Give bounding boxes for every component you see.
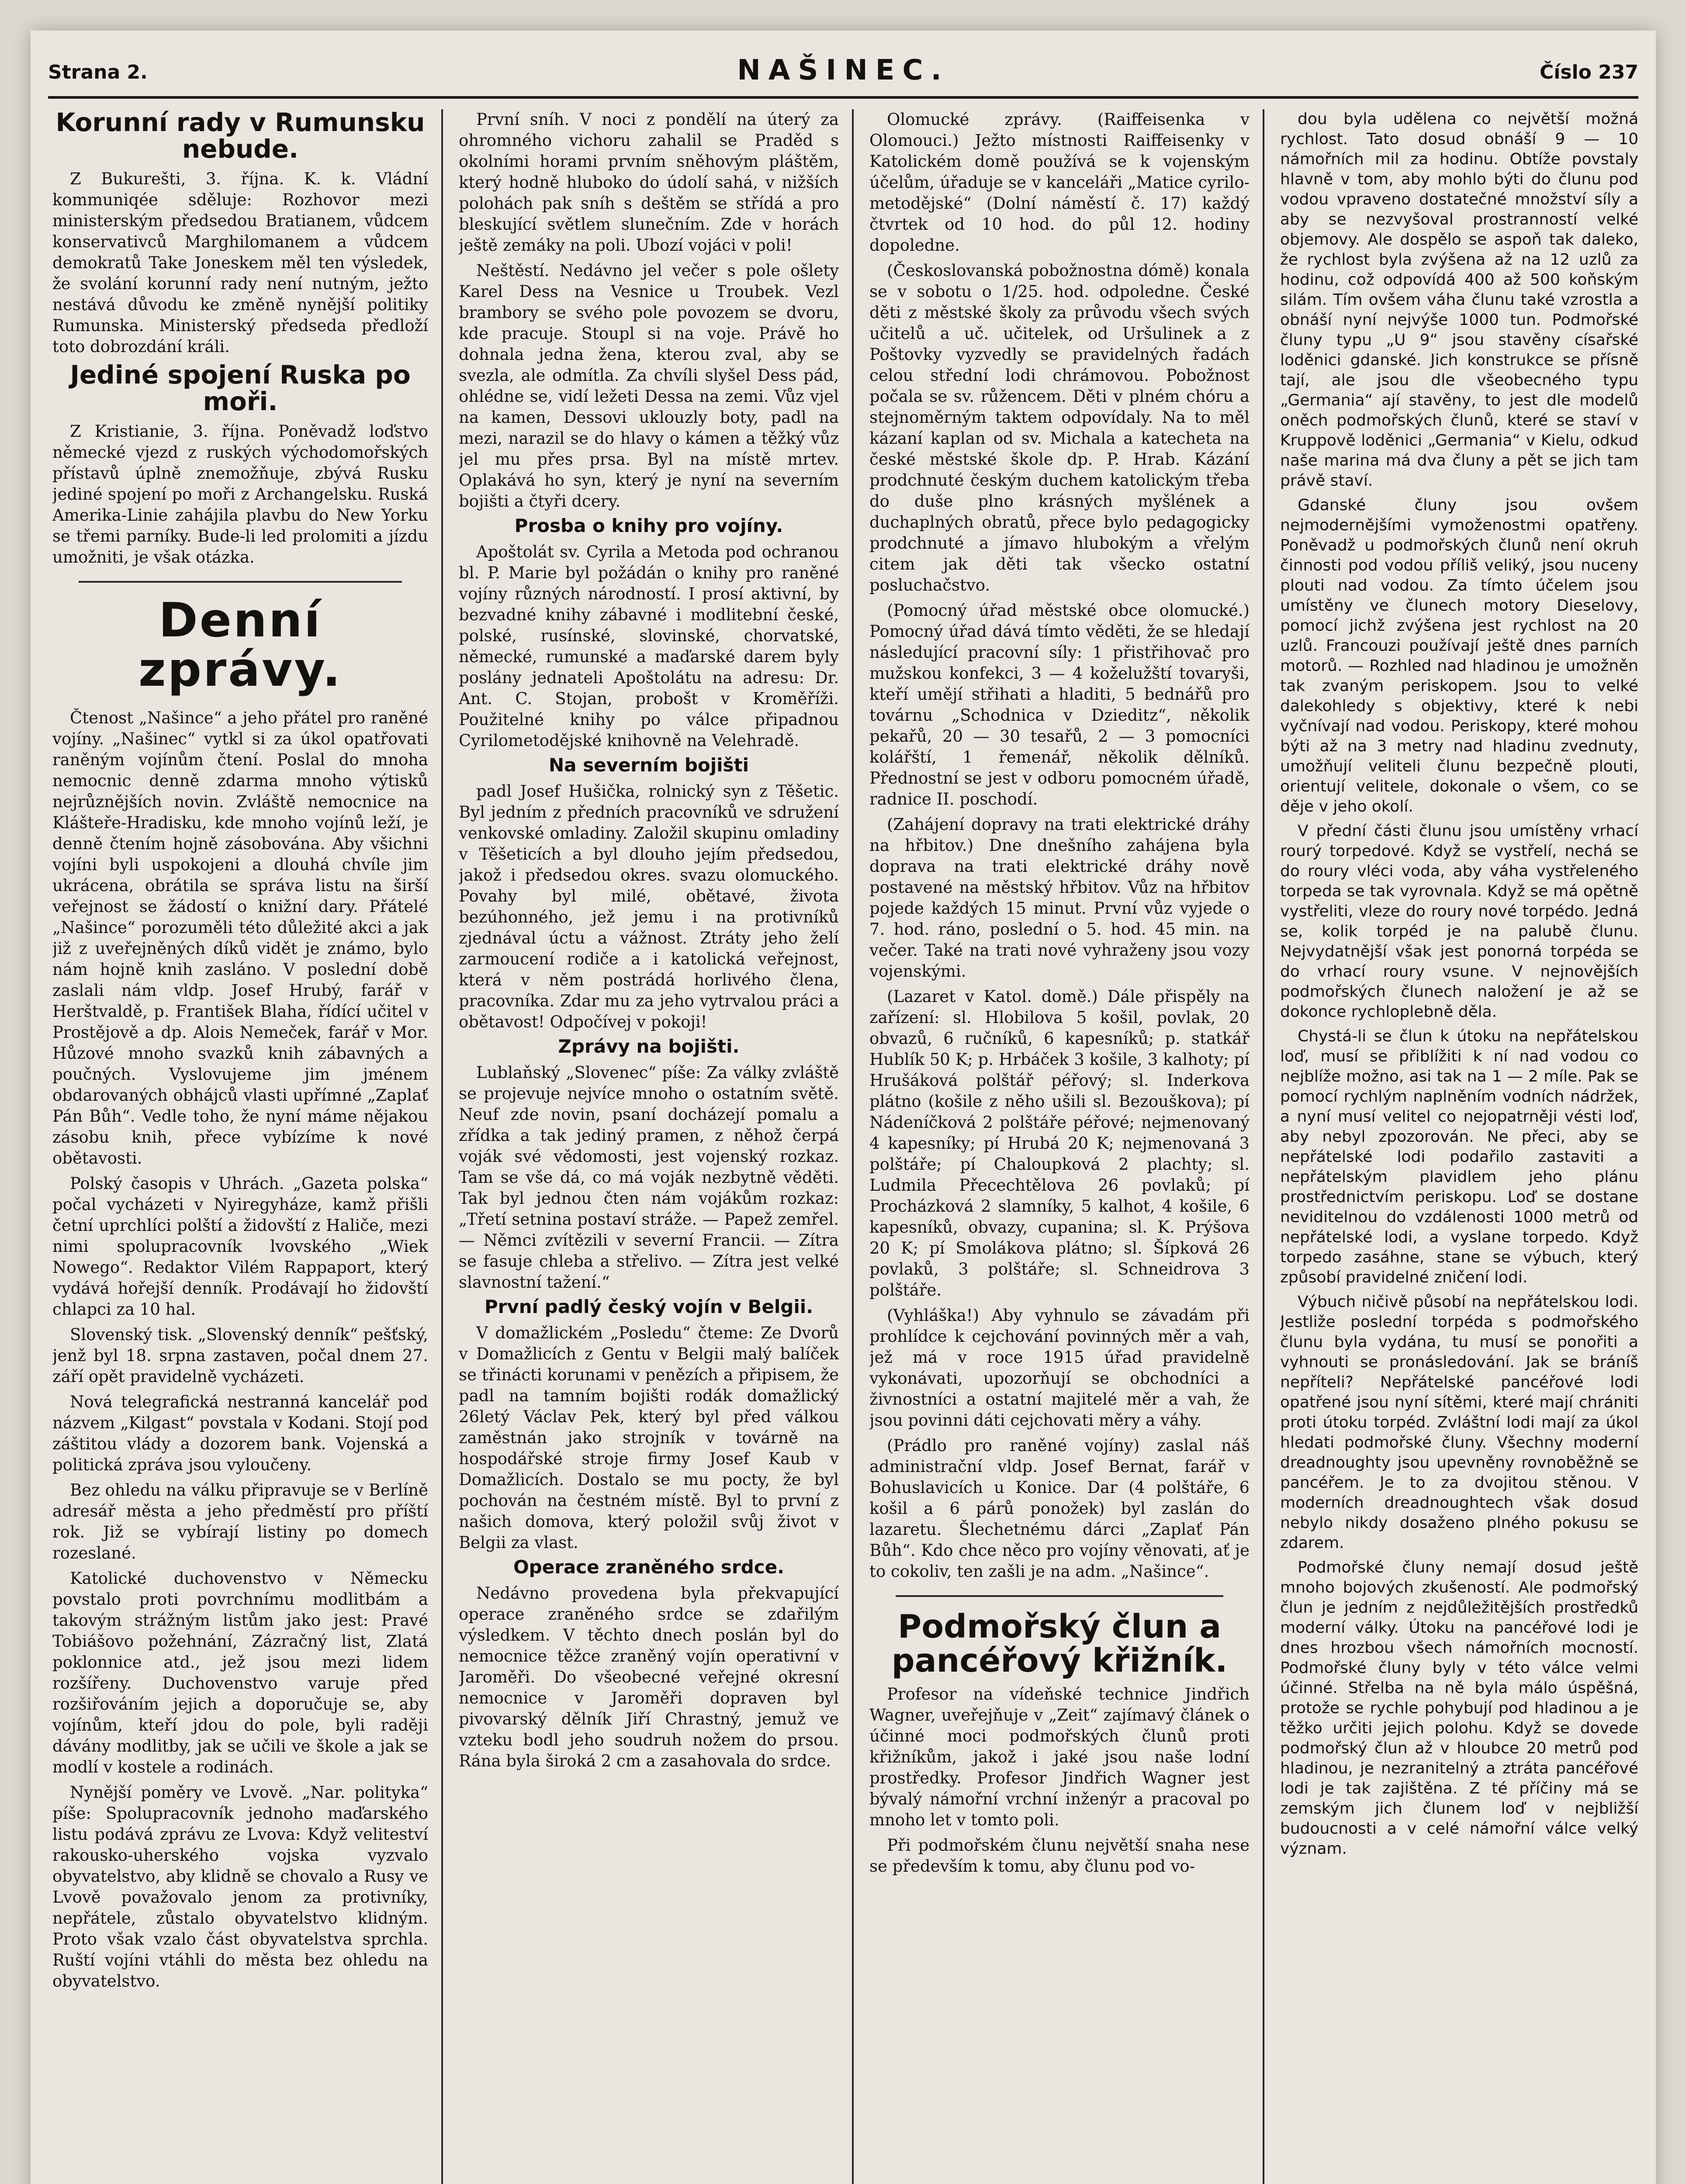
column-rule [1263,109,1264,2184]
article-text: Nynější poměry ve Lvově. „Nar. polityka“ píše: Spolupracovník jednoho maďarského listu podává zprávu ze Lvova: Když veliteství rakousko-uherského vojska vyzvalo obyvatelstvo, aby klidně se chovalo a Rusy ve Lvově považovalo jenom za protivníky, nepřátele, zůstalo obyvatelstvo klidným. Proto však vzalo část obyvatelstva sprchla. Ruští vojíni vtáhli do města bez ohledu na obyvatelstvo. [52,1783,428,1991]
page-header [48,48,1638,99]
column-rule [852,109,854,2184]
article-text: Lublaňský „Slovenec“ píše: Za války zvláště se projevuje nejvíce mnoho o ostatním světě. Neuf zde novin, psaní docházejí pomalu a zřídka a tak jediný pramen, z něhož čerpá voják své vědomosti, jest vojenský rozkaz. Tam se vše dá, co má voják nezbytně věděti. Tak byl jednou čten nám vojákům rozkaz: „Třetí setnina postaví stráže. — Papež zemřel. — Němci zvítězili v severní Francii. — Zítra se fasuje chleba a střelivo. — Zítra jest velké slavnostní tažení.“ [459,1063,839,1292]
article-text: (Zahájení dopravy na trati elektrické dráhy na hřbitov.) Dne dnešního zahájena byla doprava na trati elektrické dráhy nově postavené na městský hřbitov. Vůz na hřbitov pojede každých 15 minut. První vůz vyjede o 7. hod. ráno, poslední o 5. hod. 45 min. na večer. Také na trati nové vyhraženy jsou vozy vojenskými. [869,815,1250,981]
article-text: (Českoslovanská pobožnostna dómě) konala se v sobotu o 1/25. hod. odpoledne. České děti z městské školy za průvodu všech svých učitelů a uč. učitelek, od Uršulinek a z Poštovky vyzvedly se pravidelných řadách celou střední lodi chrámovou. Pobožnost počala se sv. růžencem. Děti v plném chóru a stejnoměrným taktem odpovídaly. Na to měl kázaní kaplan od sv. Michala a katecheta na české městské škole dp. P. Hrab. Kázání prodchnuté českým duchem katolickým třeba do duše plno krásných myšlének a duchaplných obratů, přece bylo pedagogicky prodchnuté a jímavo hlubokým a vřelým citem jak děti tak všecko ostatní posluchačstvo. [869,261,1250,594]
column-1 [52,109,428,2184]
article-text: (Lazaret v Katol. domě.) Dále přispěly na zařízení: sl. Hlobilova 5 košil, povlak, 20 obvazů, 6 ručníků, 6 kapesníků; p. statkář Hublík 50 K; p. Hrbáček 3 košile, 3 kalhoty; pí Hrušáková polštář péřový; sl. Inderkova plátno (košile z něho ušili sl. Bezouškova); pí Nádeníčková 2 polštáře péřové; nejmenovaný 4 kapesníky; pí Hrubá 20 K; nejmenovaná 3 polštáře; pí Chaloupková 2 plachty; sl. Ludmila Přecechtělova 26 povlaků; pí Procházková 2 slamníky, 5 kalhot, 4 košile, 6 kapesníků, obvazy, cupanina; sl. K. Prýšova 20 K; pí Smolákova plátno; sl. Šípková 26 povlaků, 3 polštáře; sl. Schneidrova 3 polštáře. [869,987,1250,1299]
headline-spojeni-ruska: Jediné spojení Ruska po moři. [70,359,411,416]
article-text: Gdanské čluny jsou ovšem nejmodernějšími vymoženostmi opatřeny. Poněvadž u podmořských člunů není okruh činnosti pod vodou příliš veliký, jsou nuceny plouti nad vodou. Za tímto účelem jsou umístěny ve člunech motory Dieselovy, pomocí jichž zvýšena jest rychlost na 20 uzlů. Francouzi používají ještě dnes parních motorů. — Rozhled nad hladinou je umožněn tak zvaným periskopem. Jsou to velké dalekohledy s objektivy, které k nebi vyčnívají nad vodou. Periskopy, které mohou býti až na 3 metry nad hladinu zvednuty, umožňují veliteli člunu bezpečně plouti, orientují velitele, dokonale o všem, co se děje v jeho okolí. [1280,496,1638,816]
article-text: Z Bukurešti, 3. října. K. k. Vládní kommuniqée sděluje: Rozhovor mezi ministerským předsedou Bratianem, vůdcem konservativců Marghilomanem a vůdcem demokratů Take Joneskem měl ten výsledek, že svolání korunní rady není nutným, ježto nestává důvodu ke změně nynější politiky Rumunska. Ministerský předseda předloží toto dobrozdání králi. [52,169,428,356]
article-text: Bez ohledu na válku připravuje se v Berlíně adresář města a jeho předměstí pro příští rok. Již se vybírají listiny po domech rozeslané. [52,1481,428,1563]
page-number-label: Strana 2. [48,61,148,83]
headline-korunni-rady: Korunní rady v Rumunsku nebude. [55,109,425,164]
column-3 [869,109,1250,2184]
article-text: V přední části člunu jsou umístěny vrhací rourý torpedové. Když se vystřelí, nechá se do roury vléci voda, aby váha vystřeleného torpeda se tak vyrovnala. Když se má opětně vystřeliti, vleze do roury nové torpédo. Jedná se, kolik torpéd je na palubě člunu. Nejvydatnější však jest ponorná torpéda se do vrhací roury vsune. V nejnovějších podmořských člunech naložení je až se dokonce rychloplebně děla. [1280,822,1638,1021]
headline-zpravy-na-bojisti: Zprávy na bojišti. [558,1036,740,1057]
article-text: Profesor na vídeňské technice Jindřich Wagner, uveřejňuje v „Zeit“ zajímavý článek o účinné moci podmořských člunů proti křižníkům, jakož i jaké jsou naše lodní prostředky. Profesor Jindřich Wagner jest bývalý námořní vrchní inženýr a pracoval po mnoho let v tomto poli. [869,1685,1250,1830]
article-text: Olomucké zprávy. (Raiffeisenka v Olomouci.) Ježto místnosti Raiffeisenky v Katolickém domě používá se k vojenským účelům, úřaduje se v kanceláři „Matice cyrilo-metodějské“ (Dolní náměstí č. 17) každý čtvrtek od 10 hod. do půl 12. hodiny dopoledne. [869,110,1250,255]
column-rule [441,109,443,2184]
article-text: Při podmořském člunu největší snaha nese se především k tomu, aby člunu pod vo- [869,1836,1250,1876]
headline-operace-srdce: Operace zraněného srdce. [513,1556,785,1578]
article-text: Chystá-li se člun k útoku na nepřátelskou loď, musí se přiblížiti k ní nad vodou co nejblíže možno, asi tak na 1 — 2 míle. Pak se pomocí rychlým naplněním vodních nádržek, a nyní musí velitel co nejopatrněji vésti loď, aby nebyl zpozorován. Ne přeci, aby se nepřátelské lodi podařilo zastaviti a nepřátelským plavidlem jeho plánu prostřednictvím periskopu. Loď se dostane neviditelnou do vzdálenosti 1000 metrů od nepřátelské lodi, a vyslane torpedo. Když torpedo zasáhne, stane se výbuch, který způsobí pravidelné zničení lodi. [1280,1027,1638,1286]
issue-number: Číslo 237 [1539,61,1638,83]
headline-prvni-padly: První padlý český vojín v Belgii. [484,1296,814,1318]
column-2 [459,109,839,2184]
divider [79,581,402,583]
column-4 [1280,109,1638,2184]
masthead-title: NAŠINEC. [737,54,949,86]
section-heading-denni-zpravy: Denní zprávy. [138,593,343,697]
article-text: Slovenský tisk. „Slovenský denník“ pešťský, jenž byl 18. srpna zastaven, počal dnem 27. září opět pravidelně vycházeti. [52,1325,428,1386]
headline-podmorsky-clun: Podmořský člun a pancéřový křižník. [891,1608,1228,1679]
article-text: Z Kristianie, 3. října. Poněvadž loďstvo německé vjezd z ruských východomořských přístavů úplně znemožňuje, zbývá Rusku jediné spojení po moři z Archangelsku. Ruská Amerika-Linie zahájila plavbu do New Yorku se třemi parníky. Bude-li led prolomiti a jízdu umožniti, je však otázka. [52,422,428,567]
article-text: Polský časopis v Uhrách. „Gazeta polska“ počal vycházeti v Nyiregyháze, kamž přišli četní uprchlíci polští a židovští z Haliče, mezi nimi spolupracovník lvovského „Wiek Nowego“. Redaktor Vilém Rappaport, který vydává hořejší denník. Prodávají ho židovští chlapci za 10 hal. [52,1174,428,1319]
newspaper-page [31,31,1656,2184]
article-text: (Prádlo pro raněné vojíny) zaslal náš administrační vldp. Josef Bernat, farář v Bohuslavicích u Konice. Dar (4 polštáře, 6 košil a 6 párů ponožek) byl zaslán do lazaretu. Šlechetnému dárci „Zaplať Pán Bůh“. Kdo chce něco pro vojíny věnovati, ať je to cokoliv, ten zašli je na adm. „Našince“. [869,1436,1250,1581]
article-text: Katolické duchovenstvo v Německu povstalo proti povrchnímu modlitbám a takovým strážným listům jako jest: Pravé Tobiášovo požehnání, Zázračný list, Zlatá poklonnice atd., jež jsou mezi lidem rozšířeny. Duchovenstvo varuje před rozšiřováním jejich a doporučuje se, aby vojínům, kteří jdou do pole, byli raději dávány modlitby, jak se učili ve škole a jak se modlí v kostele a rodinách. [52,1569,428,1777]
article-text: Neštěstí. Nedávno jel večer s pole ošlety Karel Dess na Vesnice u Troubek. Vezl brambory se svého pole povozem se dvoru, kde pracuje. Stoupl si na voje. Právě ho dohnala jedna žena, kterou zval, aby se svezla, ale odmítla. Za chvíli slyšel Dess pád, ohlédne se, vidí ležeti Dessa na zemi. Vůz vjel na kamen, Dessovi uklouzly boty, padl na mezi, narazil se do hlavy o kámen a těžký vůz jel mu přes prsa. Byl na místě mrtev. Oplakává ho syn, který je nyní na severním bojišti a čtyři dcery. [459,261,839,511]
article-text: Apoštolát sv. Cyrila a Metoda pod ochranou bl. P. Marie byl požádán o knihy pro raněné vojíny různých národností. I prosí aktivní, by bezvadné knihy zábavné i modlitební české, polské, rusínské, slovinské, chorvatské, německé, rumunské a maďarské darem byly poslány jednateli Apoštolátu na adresu: Dr. Ant. C. Stojan, probošt v Kroměříži. Použitelné knihy po válce připadnou Cyrilometodějské knihovně na Velehradě. [459,543,839,750]
article-text: padl Josef Hušička, rolnický syn z Těšetic. Byl jedním z předních pracovníků ve sdružení venkovské omladiny. Založil skupinu omladiny v Těšeticích a byl dlouho jejím předsedou, jakož i předsedou okres. svazu olomuckého. Povahy byl milé, obětavé, života bezúhonného, jež jemu i na protivníků zjednával úctu a vážnost. Ztráty jeho želí zarmoucení rodiče a i katolická veřejnost, která v něm postrádá horlivého člena, pracovníka. Zdar mu za jeho vytrvalou práci a obětavost! Odpočívej v pokoji! [459,782,839,1032]
divider [896,1595,1223,1597]
article-text: Čtenost „Našince“ a jeho přátel pro raněné vojíny. „Našinec“ vytkl si za úkol opatřovati raněným vojínům čtení. Poslal do mnoha nemocnic denně zdarma mnoho výtisků nejrůznějších novin. Zvláště nemocnice na Klášteře-Hradisku, kde mnoho vojínů leží, je denně čtením hojně zásobována. Aby všichni vojíni byli uspokojeni a dlouhá chvíle jim ukrácena, obrátila se správa listu na širší veřejnost se žádostí o knižní dary. Přátelé „Našince“ porozuměli této důležité akci a jak již z uveřejněných díků vidět je známo, bylo nám hojně knih zasláno. V poslední době zaslali nám vldp. Josef Hrubý, farář v Herštvaldě, p. František Blaha, řídící učitel v Prostějově a dp. Alois Nemeček, farář v Mor. Hůzové mnoho svazků knih zábavných a poučných. Vyslovujeme jim jménem obdarovaných obhájců vlasti upřímné „Zaplať Pán Bůh“. Vedle toho, že nyní máme nějakou zásobu knih, přece vybízíme k nové obětavosti. [52,708,428,1168]
article-text: Podmořské čluny nemají dosud ještě mnoho bojových zkušeností. Ale podmořský člun je jedním z nejdůležitějších prostředků moderní války. Útoku na pancéřové lodi je dnes hrozbou všech námořních mocností. Podmořské čluny byly v této válce velmi účinné. Střelba na ně byla málo úspěšná, protože se rychle pohybují pod hladinou a je těžko určiti jejich polohu. Když se dovede podmořský člun až v hloubce 20 metrů pod hladinou, je nezranitelný a ztráta pancéřové lodi je tak zajištěna. Z té příčiny má se zemským jich člunem loď v nejbližší budoucnosti a v celé námořní válce velký význam. [1280,1559,1638,1858]
article-text: (Pomocný úřad městské obce olomucké.) Pomocný úřad dává tímto věděti, že se hledají následující pracovní síly: 1 přistřihovač pro mužskou konfekci, 3 — 4 koželužští tovaryši, kteří umějí střihati a hladiti, 5 bednářů pro továrnu „Schodnica v Dzieditz“, několik pekařů, 20 — 30 tesařů, 2 — 3 pomocníci kolářští, 1 řemenář, několik dělníků. Přednostní se jest v odboru pomocném úřadě, radnice II. poschodí. [869,601,1250,809]
article-text: (Vyhláška!) Aby vyhnulo se závadám při prohlídce k cejchování povinných měr a vah, jež má v roce 1915 úřad pravidelně vykonávati, upozorňují se obchodníci a živnostníci a ostatní majitelé měr a vah, že jsou povinni dáti cejchovati měry a váhy. [869,1306,1250,1430]
headline-prosba-o-knihy: Prosba o knihy pro vojíny. [514,515,783,536]
article-text: dou byla udělena co největší možná rychlost. Tato dosud obnáší 9 — 10 námořních mil za hodinu. Obtíže povstaly hlavně v tom, aby mohlo býti do člunu pod vodou vpraveno dostatečné množství síly a aby se nezvyšoval prostranností velké objemovy. Ale dospělo se aspoň tak daleko, že rychlost byla zvýšena až na 12 uzlů za hodinu, což odpovídá 400 až 500 koňským silám. Tím ovšem váha člunu také vzrostla a obnáší nyní nejvýše 1000 tun. Podmořské čluny typu „U 9“ jsou stavěny císařské loděnici gdanské. Jich konstrukce se přísně tají, ale jsou dle všeobecného typu „Germania“ ají stavěny, to jest dle modelů oněch podmořských člunů, které se staví v Kruppově loděnici „Germania“ v Kielu, odkud naše marina má dva čluny a pět se jich tam právě staví. [1280,110,1638,490]
article-text: Výbuch ničivě působí na nepřátelskou lodi. Jestliže poslední torpéda s podmořského člunu byla vydána, tu musí se ponořiti a vyhnouti se pronásledování. Jak se bráníš nepříteli? Nepřátelské pancéřové lodi opatřené jsou nyní sítěmi, které mají chrániti proti útoku torpéd. Zvláštní lodi mají za úkol hledati podmořské čluny. Všechny moderní dreadnoughty jsou upevněny rovnoběžně se pancéřem. Je to za dvojitou stěnou. V moderních dreadnoughtech však dosud nebylo nikdy dosaženo plného pokusu se zdarem. [1280,1293,1638,1552]
article-text: Nová telegrafická nestranná kancelář pod názvem „Kilgast“ povstala v Kodani. Stojí pod záštitou vlády a dozorem bank. Vojenská a politická zpráva jsou vyloučeny. [52,1393,428,1475]
article-text: První sníh. V noci z pondělí na úterý za ohromného vichoru zahalil se Praděd s okolními horami prvním sněhovým pláštěm, který hodně hluboko do údolí sahá, v nižších polohách pak sníh s deštěm se střídá a pro bleskující světlem slunečním. Zde v horách ještě zemáky na poli. Ubozí vojáci v poli! [459,110,839,255]
article-text: Nedávno provedena byla překvapující operace zraněného srdce se zdařilým výsledkem. V těchto dnech poslán byl do nemocnice těžce zraněný vojín operativní v Jaroměři. Do všeobecné veřejné okresní nemocnice v Jaroměři dopraven byl pivovarský dělník Jiří Chrastný, jemuž ve vzteku bodl jeho soudruh nožem do prsou. Rána byla široká 2 cm a zasahovala do srdce. [459,1584,839,1771]
headline-severni-bojiste: Na severním bojišti [548,754,749,776]
article-text: V domažlickém „Posledu“ čteme: Ze Dvorů v Domažlicích z Gentu v Belgii malý balíček se třinácti korunami v penězích a připisem, že padl na tamním bojišti rodák domažlický 26letý Václav Pek, který byl před válkou zaměstnán jako strojník v továrně na hospodářské stroje firmy Josef Kaub v Domažlicích. Dostalo se mu pocty, že byl pochován na čestném místě. Byl to první z našich domova, který položil svůj život v Belgii za vlast. [459,1324,839,1552]
